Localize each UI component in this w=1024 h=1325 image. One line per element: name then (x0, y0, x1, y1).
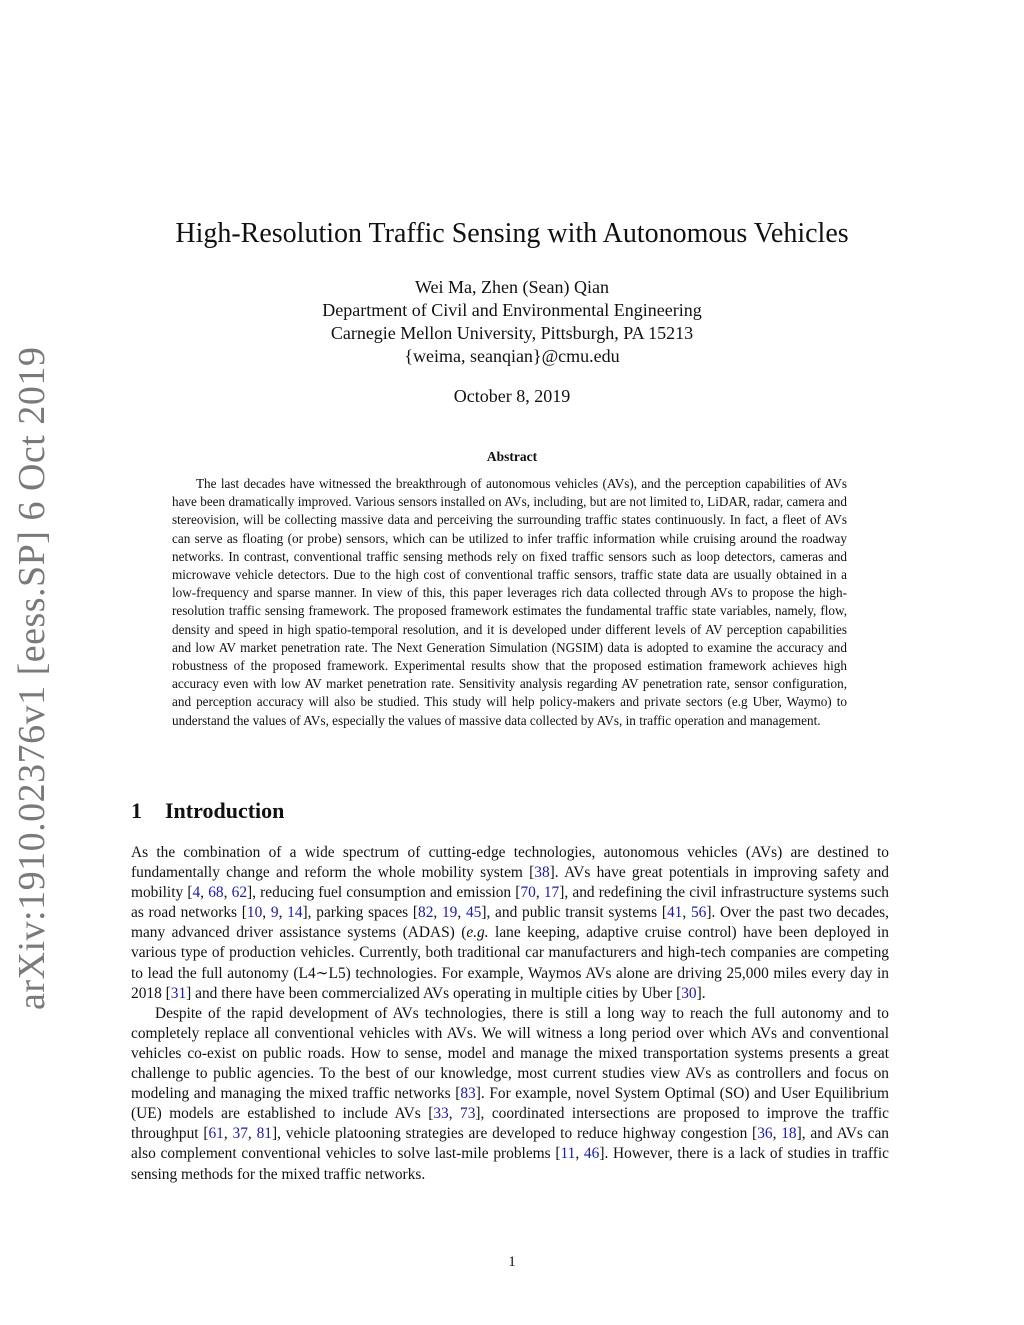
citation-link[interactable]: 30 (681, 984, 697, 1002)
citation-link[interactable]: 9 (270, 904, 279, 922)
citation-link[interactable]: 19 (441, 904, 458, 922)
citation-link[interactable]: 83 (460, 1085, 476, 1103)
text-run: ]. (696, 984, 706, 1002)
text-run: , (448, 1105, 461, 1123)
text-run: ] and there have been commercialized AVs operating in multiple cities by Uber [ (186, 984, 682, 1002)
text-run: As the combination of a wide spectrum of cutting-edge technologies, autonomous vehicles (AVs) are destined to fundamentally change and reform the whole mobility system [ (131, 844, 889, 882)
text-run: , (682, 904, 691, 922)
paper-date: October 8, 2019 (453, 386, 571, 406)
citation-link[interactable]: 38 (534, 864, 550, 882)
citation-link[interactable]: 17 (543, 884, 560, 902)
citation-link[interactable]: 61 (208, 1125, 224, 1143)
text-run: , (457, 904, 466, 922)
citation-link[interactable]: 46 (583, 1145, 600, 1163)
text-run: ]. AVs have great potentials in improving safety and mobility [ (131, 864, 889, 902)
text-run: , (247, 1125, 257, 1143)
citation-link[interactable]: 36 (757, 1125, 773, 1143)
text-run: , (575, 1145, 584, 1163)
intro-paragraph-2 (131, 1004, 889, 1185)
citation-link[interactable]: 73 (460, 1105, 476, 1123)
citation-link[interactable]: 45 (465, 904, 482, 922)
section-number: 1 (131, 798, 142, 823)
citation-link[interactable]: 11 (560, 1145, 576, 1163)
text-run: ], and AVs can also complement conventional vehicles to solve last-mile problems [ (131, 1125, 889, 1163)
text-run: , (278, 904, 288, 922)
text-run: ], reducing fuel consumption and emission [ (247, 884, 521, 902)
text-run: lane keeping, adaptive cruise control) have been deployed in various type of production vehicles. Currently, both traditional car manufacturers and high-tech companies are competing to lead the full autonomy (L4∼L5) technologies. For example, Waymos AVs alone are driving 25,000 miles every day in 2018 [ (131, 924, 889, 1002)
citation-link[interactable]: 4 (192, 884, 201, 902)
text-run: , (200, 884, 209, 902)
citation-link[interactable]: 82 (418, 904, 434, 922)
citation-link[interactable]: 41 (666, 904, 683, 922)
citation-link[interactable]: 18 (781, 1125, 797, 1143)
citation-link[interactable]: 14 (287, 904, 303, 922)
citation-link[interactable]: 81 (256, 1125, 272, 1143)
text-run: , (433, 904, 442, 922)
citation-link[interactable]: 70 (520, 884, 536, 902)
abstract-heading: Abstract (486, 449, 538, 464)
affiliation-department: Department of Civil and Environmental Engineering (322, 300, 702, 320)
section-heading-introduction (131, 798, 284, 824)
citation-link[interactable]: 10 (246, 904, 263, 922)
text-run: , (772, 1125, 782, 1143)
affiliation-university: Carnegie Mellon University, Pittsburgh, PA 15213 (330, 323, 694, 343)
text-run: ], and public transit systems [ (481, 904, 667, 922)
text-run: ]. However, there is a lack of studies in traffic sensing methods for the mixed traffic networks. (131, 1145, 889, 1183)
section-title: Introduction (165, 798, 285, 823)
text-run: , (223, 1125, 233, 1143)
text-run: , (262, 904, 271, 922)
emphasis-eg: e.g. (466, 924, 489, 942)
arxiv-identifier-stamp: arXiv:1910.02376v1 [eess.SP] 6 Oct 2019 (11, 346, 53, 1010)
citation-link[interactable]: 33 (433, 1105, 449, 1123)
text-run: ]. For example, novel System Optimal (SO) and User Equilibrium (UE) models are established to include AVs [ (131, 1085, 889, 1123)
introduction-body (131, 843, 889, 1185)
page-number: 1 (508, 1254, 516, 1270)
author-emails: {weima, seanqian}@cmu.edu (404, 346, 620, 366)
paper-title: High-Resolution Traffic Sensing with Autonomous Vehicles (175, 218, 849, 249)
text-run: , (535, 884, 544, 902)
text-run: Despite of the rapid development of AVs technologies, there is still a long way to reach the full autonomy and to completely replace all conventional vehicles with AVs. We will witness a long period over which AVs and conventional vehicles co-exist on public roads. How to sense, model and manage the mixed transportation systems presents a great challenge to public agencies. To the best of our knowledge, most current studies view AVs as controllers and focus on modeling and managing the mixed traffic networks [ (131, 1004, 889, 1103)
author-block (0, 276, 1024, 368)
citation-link[interactable]: 37 (232, 1125, 248, 1143)
citation-link[interactable]: 62 (231, 884, 248, 902)
citation-link[interactable]: 31 (170, 984, 187, 1002)
abstract-text: The last decades have witnessed the breakthrough of autonomous vehicles (AVs), and the perception capabilities of AVs have been dramatically improved. Various sensors installed on AVs, including, but are not limited to, LiDAR, radar, camera and stereovision, will be collecting massive data and perceiving the surrounding traffic states continuously. In fact, a fleet of AVs can serve as floating (or probe) sensors, which can be utilized to infer traffic information while cruising around the roadway networks. In contrast, conventional traffic sensing methods rely on fixed traffic sensors such as loop detectors, cameras and microwave vehicle detectors. Due to the high cost of conventional traffic sensors, traffic state data are usually obtained in a low-frequency and sparse manner. In view of this, this paper leverages rich data collected through AVs to propose the high-resolution traffic sensing framework. The proposed framework estimates the fundamental traffic state variables, namely, flow, density and speed in high spatio-temporal resolution, and it is developed under different levels of AV perception capabilities and low AV market penetration rate. The Next Generation Simulation (NGSIM) data is adopted to examine the accuracy and robustness of the proposed framework. Experimental results show that the proposed estimation framework achieves high accuracy even with low AV market penetration rate. Sensitivity analysis regarding AV penetration rate, sensor configuration, and perception accuracy will also be studied. This study will help policy-makers and private sectors (e.g Uber, Waymo) to understand the values of AVs, especially the values of massive data collected by AVs, in traffic operation and management. (172, 476, 847, 728)
citation-link[interactable]: 68 (208, 884, 224, 902)
citation-link[interactable]: 56 (690, 904, 707, 922)
intro-paragraph-1 (131, 843, 889, 1004)
text-run: ], and redefining the civil infrastructure systems such as road networks [ (131, 884, 889, 922)
text-run: ], vehicle platooning strategies are developed to reduce highway congestion [ (271, 1125, 758, 1143)
text-run: ], parking spaces [ (302, 904, 419, 922)
text-run: ], coordinated intersections are proposed to improve the traffic throughput [ (131, 1105, 889, 1143)
text-run: ]. Over the past two decades, many advanced driver assistance systems (ADAS) ( (131, 904, 889, 942)
author-names: Wei Ma, Zhen (Sean) Qian (415, 277, 609, 297)
text-run: , (223, 884, 232, 902)
